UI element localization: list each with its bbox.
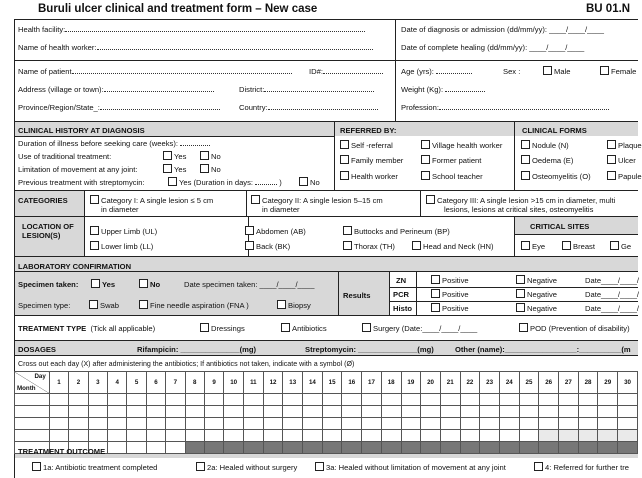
dose-cell[interactable] (342, 442, 362, 454)
dose-cell[interactable] (69, 406, 88, 418)
date-specimen-taken-field[interactable]: Date specimen taken: ____/____/____ (184, 280, 315, 289)
dose-cell[interactable] (185, 442, 204, 454)
day-header-9: 9 (204, 372, 223, 394)
month-cell[interactable] (15, 394, 50, 406)
dose-cell[interactable] (204, 394, 223, 406)
papule-checkbox[interactable]: Papule (607, 171, 642, 181)
dose-cell[interactable] (108, 442, 127, 454)
dose-cell[interactable] (224, 418, 244, 430)
dose-cell[interactable] (342, 418, 362, 430)
dose-cell[interactable] (244, 406, 264, 418)
location-heading-line1: LOCATION OF (22, 222, 74, 231)
day-header-6: 6 (146, 372, 165, 394)
dose-cell[interactable] (618, 406, 638, 418)
dose-cell[interactable] (421, 406, 441, 418)
dose-cell[interactable] (303, 418, 323, 430)
health-worker-label: Name of health worker: (18, 43, 373, 52)
dose-cell[interactable] (401, 430, 421, 442)
category-1-checkbox[interactable]: Category I: A single lesion ≤ 5 cm (90, 195, 213, 205)
dose-cell[interactable] (342, 430, 362, 442)
dose-cell[interactable] (578, 430, 598, 442)
dose-cell[interactable] (322, 406, 342, 418)
village-health-worker-checkbox[interactable]: Village health worker (421, 140, 502, 150)
dose-cell[interactable] (224, 442, 244, 454)
dose-cell[interactable] (166, 430, 185, 442)
diagnosis-date-field[interactable]: Date of diagnosis or admission (dd/mm/yy): ____/____/____ (401, 25, 605, 34)
eye-checkbox[interactable]: Eye (521, 241, 545, 251)
specimen-no-checkbox[interactable]: No (139, 279, 160, 289)
ulcer-checkbox[interactable]: Ulcer (607, 155, 636, 165)
day-header-13: 13 (283, 372, 303, 394)
dose-cell[interactable] (224, 406, 244, 418)
dose-cell[interactable] (460, 418, 480, 430)
dose-cell[interactable] (421, 442, 441, 454)
dose-cell[interactable] (519, 430, 539, 442)
zn-positive-checkbox[interactable]: Positive (431, 275, 469, 285)
lab-confirmation-heading: LABORATORY CONFIRMATION (18, 262, 132, 271)
dose-cell[interactable] (499, 430, 519, 442)
dosages-heading: DOSAGES (18, 345, 56, 354)
dose-cell[interactable] (578, 394, 598, 406)
dose-cell[interactable] (460, 442, 480, 454)
oedema-checkbox[interactable]: Oedema (E) (521, 155, 573, 165)
dose-cell[interactable] (283, 442, 303, 454)
month-cell[interactable] (15, 406, 50, 418)
dose-cell[interactable] (401, 406, 421, 418)
dose-cell[interactable] (342, 406, 362, 418)
dose-cell[interactable] (283, 394, 303, 406)
dose-cell[interactable] (401, 442, 421, 454)
dose-cell[interactable] (618, 430, 638, 442)
dose-tracking-grid (14, 371, 638, 454)
day-header-10: 10 (224, 372, 244, 394)
dose-cell[interactable] (460, 406, 480, 418)
dose-cell[interactable] (263, 418, 283, 430)
limitation-yes-checkbox[interactable]: Yes (163, 164, 186, 174)
dose-cell[interactable] (322, 442, 342, 454)
day-header-14: 14 (303, 372, 323, 394)
address-label: Address (village or town): (18, 85, 214, 94)
category-3-checkbox[interactable]: Category III: A single lesion >15 cm in diameter, multi (426, 195, 615, 205)
dose-cell[interactable] (88, 430, 107, 442)
day-header-3: 3 (88, 372, 107, 394)
outcome-1a-checkbox[interactable]: 1a: Antibiotic treatment completed (32, 462, 157, 472)
category-2-checkbox[interactable]: Category II: A single lesion 5–15 cm (251, 195, 383, 205)
day-header-20: 20 (421, 372, 441, 394)
dose-cell[interactable] (146, 442, 165, 454)
day-header-7: 7 (166, 372, 185, 394)
dose-cell[interactable] (224, 430, 244, 442)
buttocks-perineum-checkbox[interactable]: Buttocks and Perineum (BP) (343, 226, 450, 236)
day-header-17: 17 (362, 372, 382, 394)
dose-cell[interactable] (224, 394, 244, 406)
dose-cell[interactable] (204, 418, 223, 430)
thorax-checkbox[interactable]: Thorax (TH) (343, 241, 395, 251)
category-3-subtext: lesions, lesions at critical sites, osteomyelitis (444, 205, 594, 214)
dose-cell[interactable] (559, 406, 579, 418)
dose-cell[interactable] (88, 394, 107, 406)
clinical-forms-heading: CLINICAL FORMS (522, 126, 587, 135)
family-member-checkbox[interactable]: Family member (340, 155, 403, 165)
dose-cell[interactable] (146, 430, 165, 442)
self-referral-checkbox[interactable]: Self -referral (340, 140, 393, 150)
dose-cell[interactable] (480, 418, 500, 430)
previous-streptomycin-label: Previous treatment with streptomycin: (18, 178, 145, 187)
abdomen-checkbox[interactable]: Abdomen (AB) (245, 226, 306, 236)
dosage-instruction: Cross out each day (X) after administering the antibiotics; If antibiotics not taken, indicate with a symbol (Ø) (18, 360, 355, 368)
dose-cell[interactable] (49, 418, 68, 430)
dose-cell[interactable] (127, 430, 146, 442)
dose-cell[interactable] (598, 406, 618, 418)
limitation-no-checkbox[interactable]: No (200, 164, 221, 174)
dose-cell[interactable] (460, 394, 480, 406)
dose-cell[interactable] (559, 418, 579, 430)
day-header-22: 22 (460, 372, 480, 394)
dose-cell[interactable] (322, 418, 342, 430)
dose-cell[interactable] (381, 394, 401, 406)
dose-cell[interactable] (322, 394, 342, 406)
dose-cell[interactable] (244, 394, 264, 406)
rifampicin-field[interactable]: Rifampicin: ______________(mg) (137, 345, 257, 354)
male-checkbox[interactable]: Male (543, 66, 570, 76)
dose-cell[interactable] (421, 418, 441, 430)
province-label: Province/Region/State_: (18, 103, 220, 112)
dose-cell[interactable] (244, 430, 264, 442)
day-header-25: 25 (519, 372, 539, 394)
specimen-type-label: Specimen type: (18, 301, 71, 310)
day-header-21: 21 (440, 372, 460, 394)
dose-cell[interactable] (539, 394, 559, 406)
dose-cell[interactable] (185, 406, 204, 418)
dose-cell[interactable] (440, 406, 460, 418)
dose-cell[interactable] (166, 418, 185, 430)
day-header-27: 27 (559, 372, 579, 394)
day-header-15: 15 (322, 372, 342, 394)
form-title: Buruli ulcer clinical and treatment form – New case (38, 3, 318, 15)
dose-cell[interactable] (362, 430, 382, 442)
country-label: Country: (239, 103, 378, 112)
dose-cell[interactable] (381, 406, 401, 418)
dose-cell[interactable] (88, 406, 107, 418)
dose-cell[interactable] (381, 418, 401, 430)
healing-date-field[interactable]: Date of complete healing (dd/mm/yy): ____/____/____ (401, 43, 585, 52)
dressings-checkbox[interactable]: Dressings (200, 323, 245, 333)
dose-row (15, 442, 638, 454)
dose-cell[interactable] (401, 394, 421, 406)
dose-cell[interactable] (440, 430, 460, 442)
dose-cell[interactable] (322, 430, 342, 442)
dose-cell[interactable] (480, 394, 500, 406)
day-header-8: 8 (185, 372, 204, 394)
dose-cell[interactable] (480, 442, 500, 454)
dose-cell[interactable] (263, 442, 283, 454)
dose-cell[interactable] (578, 418, 598, 430)
breast-checkbox[interactable]: Breast (562, 241, 595, 251)
specimen-yes-checkbox[interactable]: Yes (91, 279, 115, 289)
dose-cell[interactable] (88, 418, 107, 430)
dose-cell[interactable] (598, 442, 618, 454)
district-label: District: (239, 85, 374, 94)
dose-cell[interactable] (440, 442, 460, 454)
specimen-taken-label: Specimen taken: (18, 280, 79, 289)
patient-name-label: Name of patient (18, 67, 292, 76)
dose-cell[interactable] (283, 406, 303, 418)
dose-cell[interactable] (381, 430, 401, 442)
dose-cell[interactable] (618, 442, 638, 454)
osteomyelitis-checkbox[interactable]: Osteomyelitis (O) (521, 171, 591, 181)
traditional-treatment-label: Use of traditional treatment: (18, 152, 112, 161)
health-facility-label: Health facility: (18, 25, 365, 34)
dose-cell[interactable] (204, 430, 223, 442)
dose-cell[interactable] (146, 418, 165, 430)
month-cell[interactable] (15, 418, 50, 430)
dose-cell[interactable] (539, 418, 559, 430)
dose-cell[interactable] (204, 442, 223, 454)
dose-cell[interactable] (303, 430, 323, 442)
critical-sites-heading: CRITICAL SITES (530, 222, 590, 231)
dose-cell[interactable] (69, 418, 88, 430)
dose-row (15, 394, 638, 406)
outcome-2a-checkbox[interactable]: 2a: Healed without surgery (196, 462, 297, 472)
dose-cell[interactable] (559, 430, 579, 442)
dose-cell[interactable] (342, 394, 362, 406)
former-patient-checkbox[interactable]: Former patient (421, 155, 481, 165)
dose-cell[interactable] (127, 418, 146, 430)
day-header-2: 2 (69, 372, 88, 394)
histo-date-field[interactable]: Date____/____/ (585, 304, 640, 313)
dose-cell[interactable] (519, 406, 539, 418)
pcr-negative-checkbox[interactable]: Negative (516, 289, 557, 299)
dose-cell[interactable] (244, 442, 264, 454)
pcr-date-field[interactable]: Date____/____/ (585, 290, 640, 299)
dose-cell[interactable] (362, 442, 382, 454)
day-header-4: 4 (108, 372, 127, 394)
streptomycin-field[interactable]: Streptomycin: ______________(mg) (305, 345, 434, 354)
day-header-16: 16 (342, 372, 362, 394)
dose-cell[interactable] (49, 406, 68, 418)
dose-cell[interactable] (421, 394, 441, 406)
dose-cell[interactable] (244, 418, 264, 430)
dose-cell[interactable] (127, 442, 146, 454)
head-neck-checkbox[interactable]: Head and Neck (HN) (412, 241, 493, 251)
day-header-18: 18 (381, 372, 401, 394)
school-teacher-checkbox[interactable]: School teacher (421, 171, 483, 181)
dose-cell[interactable] (204, 406, 223, 418)
nodule-checkbox[interactable]: Nodule (N) (521, 140, 569, 150)
dose-cell[interactable] (401, 418, 421, 430)
dose-cell[interactable] (539, 442, 559, 454)
day-header-29: 29 (598, 372, 618, 394)
dose-cell[interactable] (283, 430, 303, 442)
streptomycin-yes-checkbox[interactable]: Yes (Duration in days: ) (168, 177, 282, 187)
age-label: Age (yrs): (401, 67, 472, 76)
day-header-23: 23 (480, 372, 500, 394)
dose-cell[interactable] (499, 406, 519, 418)
month-cell[interactable] (15, 430, 50, 442)
histo-negative-checkbox[interactable]: Negative (516, 303, 557, 313)
dose-cell[interactable] (460, 430, 480, 442)
surgery-checkbox[interactable]: Surgery (Date:____/____/____ (362, 323, 477, 333)
dose-cell[interactable] (440, 394, 460, 406)
dose-cell[interactable] (559, 442, 579, 454)
dose-cell[interactable] (421, 430, 441, 442)
dose-cell[interactable] (578, 406, 598, 418)
dose-cell[interactable] (185, 418, 204, 430)
day-header-1: 1 (49, 372, 68, 394)
dose-cell[interactable] (49, 394, 68, 406)
form-code: BU 01.N (586, 3, 631, 15)
day-header-28: 28 (578, 372, 598, 394)
treatment-outcome-heading: TREATMENT OUTCOME (18, 447, 106, 456)
traditional-yes-checkbox[interactable]: Yes (163, 151, 186, 161)
dose-cell[interactable] (127, 406, 146, 418)
dose-cell[interactable] (539, 430, 559, 442)
categories-heading: CATEGORIES (18, 196, 68, 205)
profession-label: Profession: (401, 103, 609, 112)
patient-id-label: ID#: (309, 67, 383, 76)
outcome-4-checkbox[interactable]: 4: Referred for further tre (534, 462, 629, 472)
illness-duration-label: Duration of illness before seeking care (weeks): (18, 139, 210, 148)
dose-cell[interactable] (69, 430, 88, 442)
day-header-19: 19 (401, 372, 421, 394)
dose-cell[interactable] (618, 394, 638, 406)
female-checkbox[interactable]: Female (600, 66, 636, 76)
dose-cell[interactable] (519, 394, 539, 406)
swab-checkbox[interactable]: Swab (89, 300, 119, 310)
histo-label: Histo (393, 304, 412, 313)
dose-cell[interactable] (362, 418, 382, 430)
dose-cell[interactable] (69, 394, 88, 406)
dose-cell[interactable] (263, 406, 283, 418)
other-drug-field[interactable]: Other (name):_________________:__________(m (455, 345, 631, 354)
fna-checkbox[interactable]: Fine needle aspiration (FNA ) (139, 300, 249, 310)
genitals-checkbox[interactable]: Ge (610, 241, 631, 251)
dose-row (15, 406, 638, 418)
dose-cell[interactable] (303, 394, 323, 406)
dose-cell[interactable] (185, 394, 204, 406)
dose-cell[interactable] (108, 418, 127, 430)
dose-cell[interactable] (146, 394, 165, 406)
dose-cell[interactable] (283, 418, 303, 430)
traditional-no-checkbox[interactable]: No (200, 151, 221, 161)
location-heading-line2: LESION(S) (22, 231, 61, 240)
zn-negative-checkbox[interactable]: Negative (516, 275, 557, 285)
dose-cell[interactable] (108, 406, 127, 418)
sex-label: Sex : (503, 67, 521, 76)
movement-limitation-label: Limitation of movement at any joint: (18, 165, 138, 174)
zn-label: ZN (396, 276, 407, 285)
category-1-subtext: in diameter (101, 205, 139, 214)
day-header-30: 30 (618, 372, 638, 394)
health-worker-checkbox[interactable]: Health worker (340, 171, 398, 181)
streptomycin-no-checkbox[interactable]: No (299, 177, 320, 187)
dose-cell[interactable] (519, 442, 539, 454)
results-label: Results (343, 291, 371, 300)
day-header-12: 12 (263, 372, 283, 394)
dose-cell[interactable] (166, 394, 185, 406)
treatment-type-label: TREATMENT TYPE (Tick all applicable) (18, 324, 156, 333)
dose-cell[interactable] (263, 394, 283, 406)
dose-cell[interactable] (362, 394, 382, 406)
day-header-26: 26 (539, 372, 559, 394)
dose-cell[interactable] (499, 442, 519, 454)
dose-cell[interactable] (166, 442, 185, 454)
dose-cell[interactable] (440, 418, 460, 430)
weight-label: Weight (Kg): (401, 85, 485, 94)
dose-row (15, 430, 638, 442)
dose-cell[interactable] (303, 406, 323, 418)
dose-cell[interactable] (362, 406, 382, 418)
dose-cell[interactable] (127, 394, 146, 406)
dose-cell[interactable] (598, 430, 618, 442)
dose-cell[interactable] (108, 394, 127, 406)
dose-cell[interactable] (598, 418, 618, 430)
dose-cell[interactable] (480, 430, 500, 442)
pod-checkbox[interactable]: POD (Prevention of disability) (519, 323, 630, 333)
upper-limb-checkbox[interactable]: Upper Limb (UL) (90, 226, 157, 236)
dose-cell[interactable] (618, 418, 638, 430)
dose-cell[interactable] (49, 430, 68, 442)
dose-cell[interactable] (480, 406, 500, 418)
day-header-24: 24 (499, 372, 519, 394)
dose-cell[interactable] (559, 394, 579, 406)
day-header-5: 5 (127, 372, 146, 394)
dose-cell[interactable] (578, 442, 598, 454)
dose-cell[interactable] (166, 406, 185, 418)
day-month-header (15, 372, 50, 394)
lower-limb-checkbox[interactable]: Lower limb (LL) (90, 241, 153, 251)
pcr-positive-checkbox[interactable]: Positive (431, 289, 469, 299)
day-header-11: 11 (244, 372, 264, 394)
clinical-history-heading: CLINICAL HISTORY AT DIAGNOSIS (18, 126, 145, 135)
dose-cell[interactable] (598, 394, 618, 406)
category-2-subtext: in diameter (262, 205, 300, 214)
dose-cell[interactable] (519, 418, 539, 430)
referred-by-heading: REFERRED BY: (340, 126, 397, 135)
dose-cell[interactable] (263, 430, 283, 442)
dose-cell[interactable] (185, 430, 204, 442)
dose-row (15, 418, 638, 430)
dose-cell[interactable] (499, 418, 519, 430)
back-checkbox[interactable]: Back (BK) (245, 241, 290, 251)
histo-positive-checkbox[interactable]: Positive (431, 303, 469, 313)
dose-cell[interactable] (539, 406, 559, 418)
plaque-checkbox[interactable]: Plaque (607, 140, 642, 150)
zn-date-field[interactable]: Date____/____/ (585, 276, 640, 285)
dose-cell[interactable] (146, 406, 165, 418)
dose-cell[interactable] (108, 430, 127, 442)
antibiotics-checkbox[interactable]: Antibiotics (281, 323, 327, 333)
month-label: Month (17, 385, 36, 392)
dose-cell[interactable] (499, 394, 519, 406)
biopsy-checkbox[interactable]: Biopsy (277, 300, 311, 310)
day-label: Day (34, 373, 46, 380)
outcome-3a-checkbox[interactable]: 3a: Healed without limitation of movement at any joint (315, 462, 506, 472)
pcr-label: PCR (393, 290, 410, 299)
dose-cell[interactable] (381, 442, 401, 454)
dose-cell[interactable] (303, 442, 323, 454)
